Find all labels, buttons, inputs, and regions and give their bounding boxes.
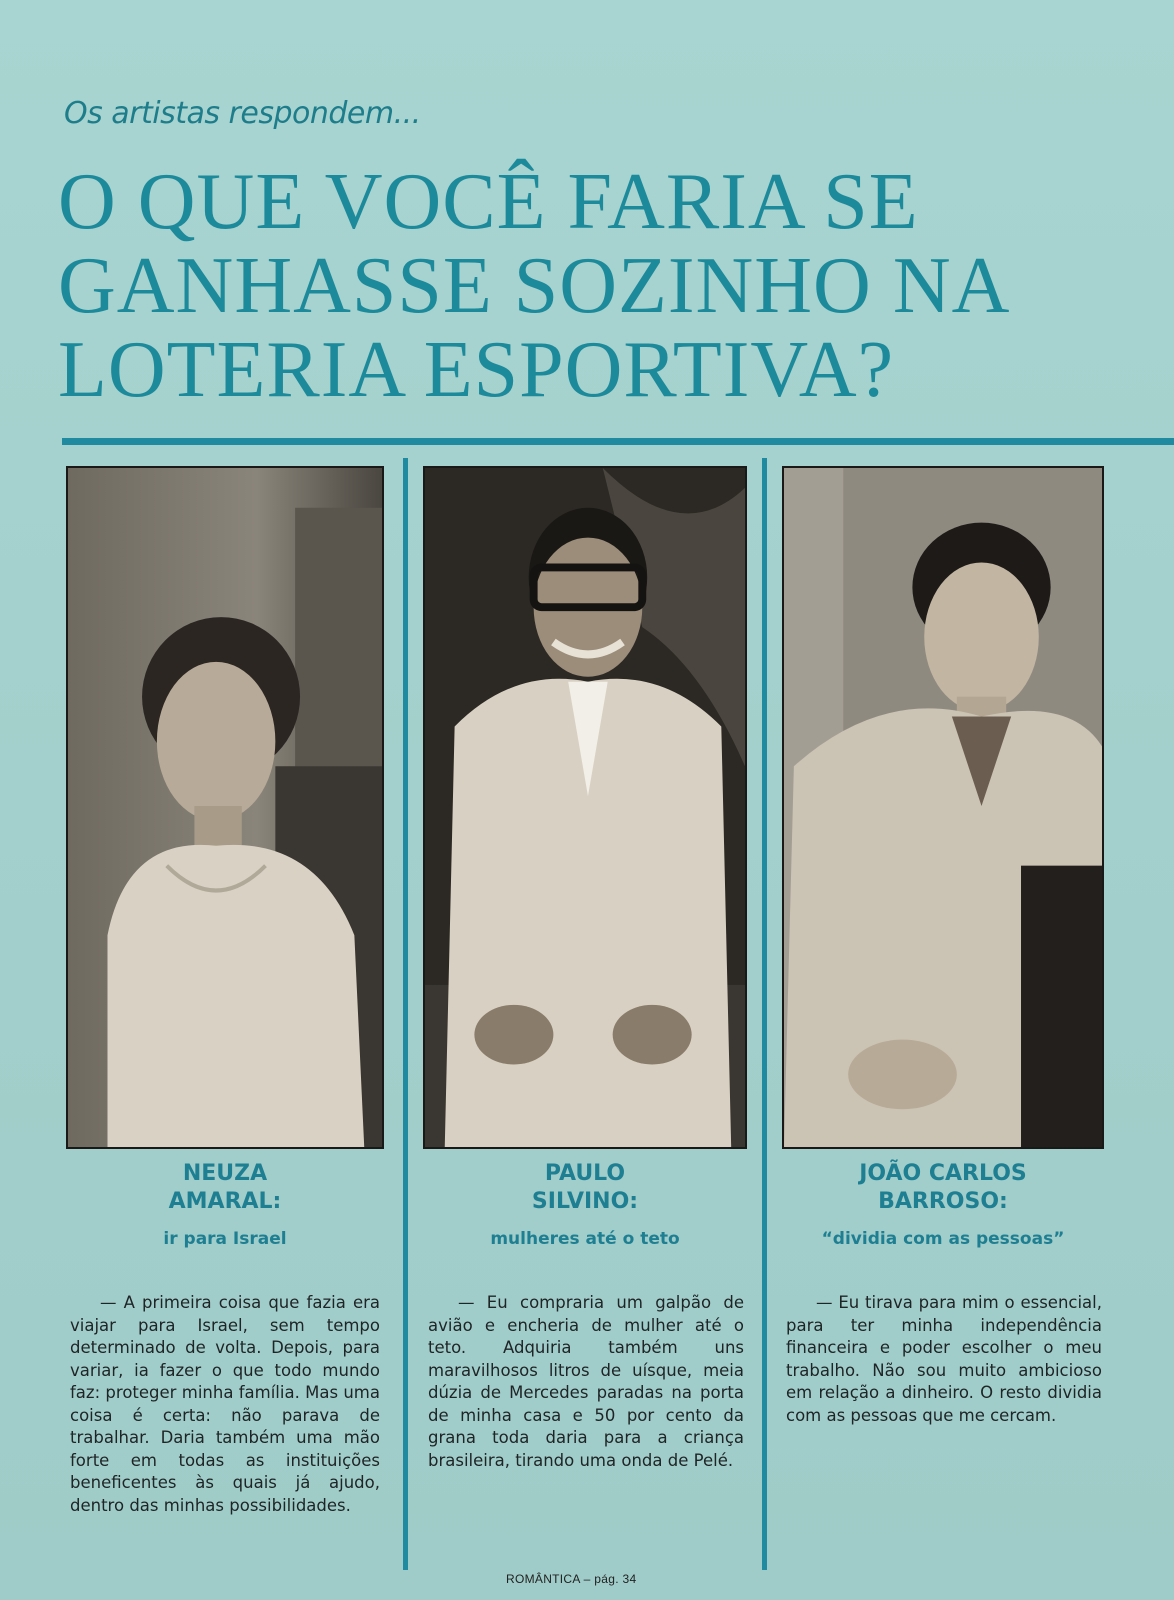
page-footer: ROMÂNTICA – pág. 34 — [506, 1572, 637, 1586]
artist-subtitle: ir para Israel — [163, 1229, 287, 1249]
name-line-2: AMARAL: — [168, 1189, 282, 1214]
artist-subtitle: “dividia com as pessoas” — [821, 1229, 1065, 1249]
photo-neuza-amaral — [66, 466, 384, 1149]
column-divider — [403, 458, 408, 1570]
portrait-young-man-image — [784, 468, 1102, 1147]
headline-line-2: GANHASSE SOZINHO NA — [58, 242, 1011, 330]
headline — [58, 160, 1148, 412]
portrait-man-glasses-image — [425, 468, 745, 1147]
name-line-2: BARROSO: — [878, 1189, 1008, 1214]
portrait-woman-image — [68, 468, 382, 1147]
answer-text-joao-carlos-barroso: — Eu tirava para mim o essencial, para ter minha independência financeira e poder escolher o meu trabalho. Não sou muito ambicioso em relação a dinheiro. O resto dividia com as pessoas que me cercam. — [786, 1293, 1102, 1425]
kicker: Os artistas respondem... — [64, 96, 421, 131]
name-line-1: NEUZA — [182, 1161, 268, 1186]
headline-line-3: LOTERIA ESPORTIVA? — [58, 326, 895, 414]
artist-name-paulo-silvino — [423, 1160, 747, 1252]
headline-line-1: O QUE VOCÊ FARIA SE — [58, 158, 919, 246]
name-line-1: JOÃO CARLOS — [859, 1161, 1027, 1186]
answer-text-paulo-silvino: — Eu compraria um galpão de avião e encheria de mulher até o teto. Adquiria também uns maravilhosos litros de uísque, meia dúzia de Mercedes paradas na porta de minha casa e 50 por cento da grana toda daria para a criança brasileira, tirando uma onda de Pelé. — [428, 1293, 744, 1470]
column-divider — [762, 458, 767, 1570]
name-line-1: PAULO — [544, 1161, 626, 1186]
headline-rule — [62, 438, 1174, 445]
answer-text-neuza-amaral: — A primeira coisa que fazia era viajar para Israel, sem tempo determinado de volta. Depois, para variar, ia fazer o que todo mundo faz: proteger minha família. Mas uma coisa é certa: não parava de trabalhar. Daria também uma mão forte em todas as instituições beneficentes às quais já ajudo, dentro das minhas possibilidades. — [70, 1293, 380, 1515]
artist-subtitle: mulheres até o teto — [490, 1229, 680, 1249]
photo-joao-carlos-barroso — [782, 466, 1104, 1149]
artist-name-joao-carlos-barroso — [782, 1160, 1104, 1252]
name-line-2: SILVINO: — [531, 1189, 639, 1214]
artist-name-neuza-amaral — [66, 1160, 384, 1252]
photo-paulo-silvino — [423, 466, 747, 1149]
